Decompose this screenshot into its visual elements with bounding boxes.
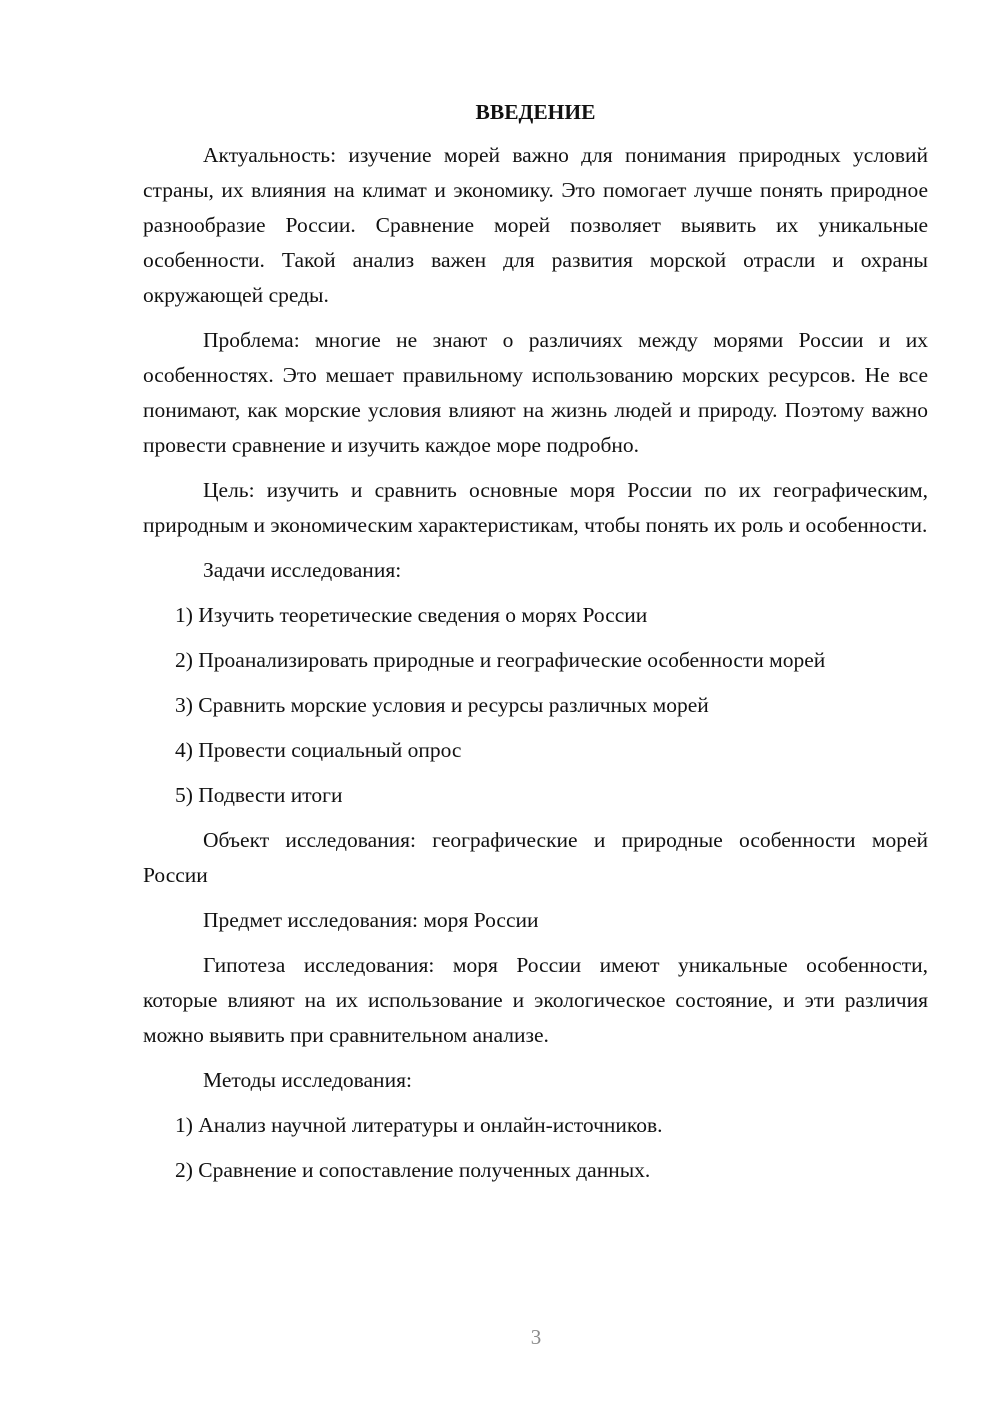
methods-heading: Методы исследования: (203, 1068, 412, 1092)
paragraph-relevance: Актуальность: изучение морей важно для понимания природных условий страны, их влияния на климат и экономику. Это помогает лучше понять природное разнообразие России. Сравнение морей позволяет выявить их уникальные особенности. Такой анализ важен для развития морской отрасли и охраны окружающей среды. (143, 143, 928, 307)
tasks-heading: Задачи исследования: (203, 558, 402, 582)
section-title: ВВЕДЕНИЕ (475, 100, 596, 124)
paragraph-subject: Предмет исследования: моря России (203, 908, 539, 932)
page-number: 3 (530, 1325, 542, 1349)
task-item-4: 4) Провести социальный опрос (175, 738, 462, 762)
method-item-1: 1) Анализ научной литературы и онлайн-источников. (175, 1113, 663, 1137)
method-item-2: 2) Сравнение и сопоставление полученных данных. (175, 1158, 651, 1182)
paragraph-problem: Проблема: многие не знают о различиях между морями России и их особенностях. Это мешает правильному использованию морских ресурсов. Не все понимают, как морские условия влияют на жизнь людей и природу. Поэтому важно провести сравнение и изучить каждое море подробно. (143, 328, 928, 457)
task-item-2: 2) Проанализировать природные и географические особенности морей (175, 648, 826, 672)
task-item-3: 3) Сравнить морские условия и ресурсы различных морей (175, 693, 709, 717)
task-item-1: 1) Изучить теоретические сведения о морях России (175, 603, 648, 627)
paragraph-goal: Цель: изучить и сравнить основные моря России по их географическим, природным и экономическим характеристикам, чтобы понять их роль и особенности. (143, 478, 928, 537)
paragraph-object: Объект исследования: географические и природные особенности морей России (143, 828, 928, 887)
task-item-5: 5) Подвести итоги (175, 783, 343, 807)
paragraph-hypothesis: Гипотеза исследования: моря России имеют уникальные особенности, которые влияют на их использование и экологическое состояние, и эти различия можно выявить при сравнительном анализе. (143, 953, 928, 1047)
page-content (143, 96, 928, 1198)
